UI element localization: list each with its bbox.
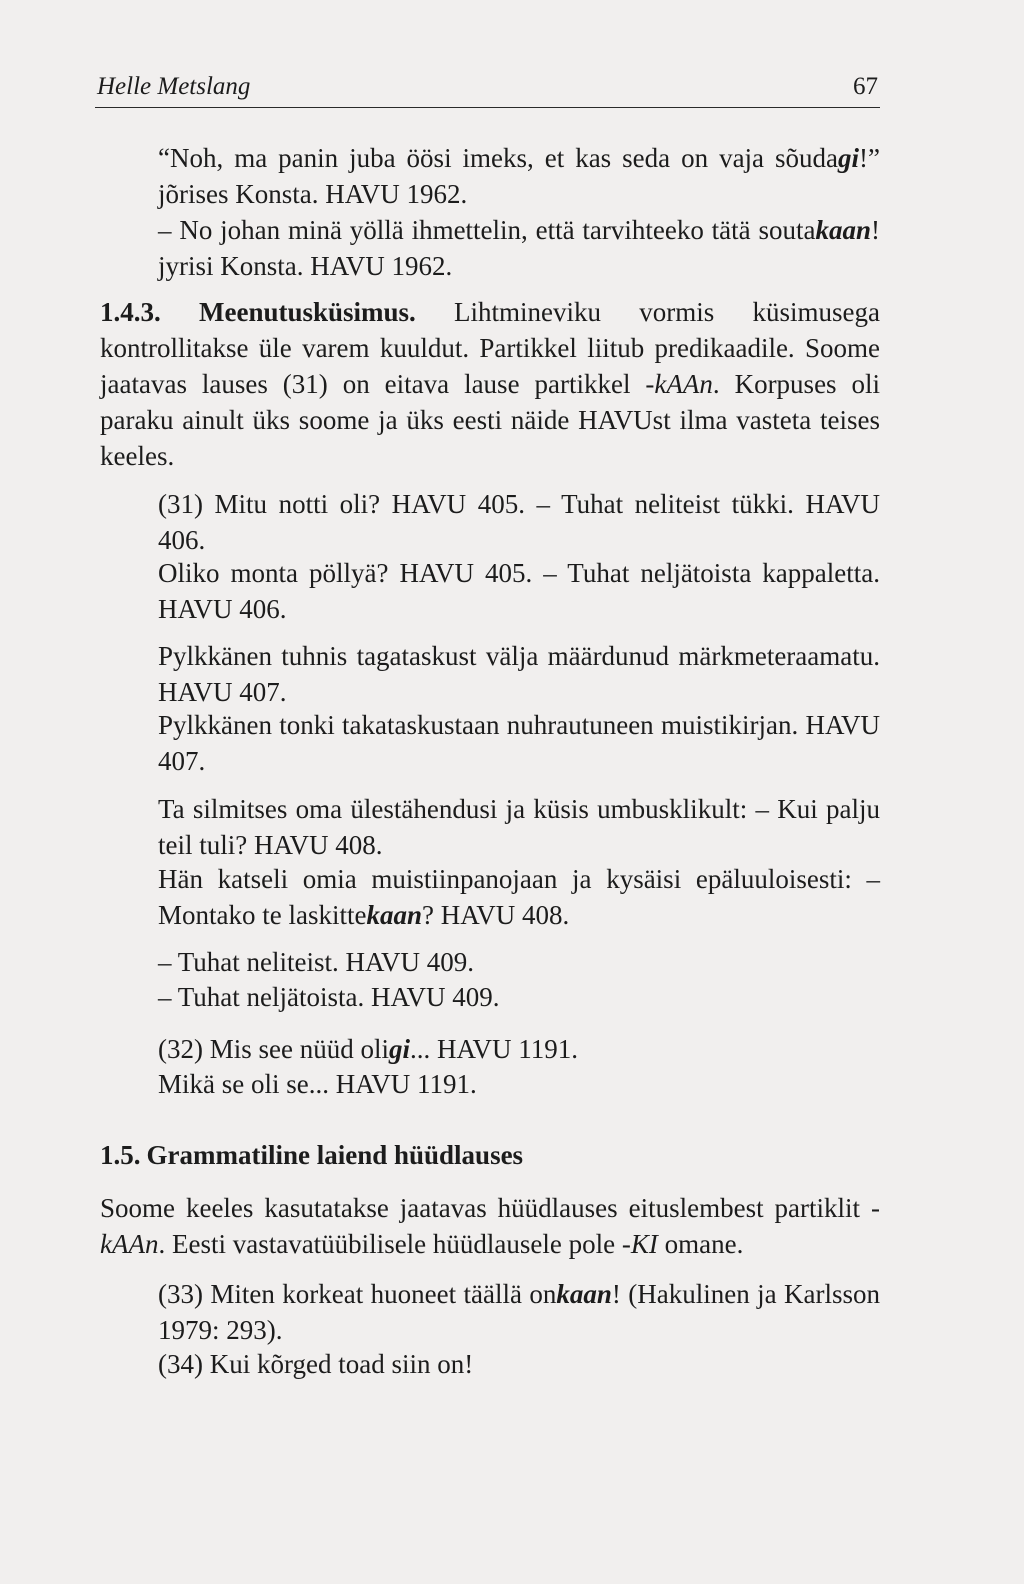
example-31-finnish-2: Pylkkänen tonki takataskustaan nuhrautuneen muistikirjan. HAVU 407. [158,710,880,776]
example-31-finnish: Oliko monta pöllyä? HAVU 405. – Tuhat neljätoista kappaletta. HAVU 406. [158,558,880,624]
section-1-5-text: Soome keeles kasutatakse jaatavas hüüdlauses eituslembest partiklit -kAAn. Eesti vastavatüübilisele hüüdlausele pole -KI omane. [100,1193,880,1259]
section-1-4-3: 1.4.3. Meenutusküsimus. Lihtmineviku vormis küsimusega kontrollitakse üle varem kuuldut. Partikkel liitub predikaadile. Soome jaatavas lauses (31) on eitava lause partikkel -kAAn. Korpuses oli paraku ainult üks soome ja üks eesti näide HAVUst ilma vasteta teises keeles. [100,297,880,471]
section-title: Grammatiline laiend hüüdlauses [146,1140,524,1170]
quote-finnish: – No johan minä yöllä ihmettelin, että tarvihteeko tätä soutakaan! jyrisi Konsta. HAVU 1962. [158,215,880,281]
example-31: (31) Mitu notti oli? HAVU 405. – Tuhat neliteist tükki. HAVU 406. [158,489,880,555]
example-32-finnish: Mikä se oli se... HAVU 1191. [158,1069,477,1099]
example-31-finnish-4: – Tuhat neljätoista. HAVU 409. [158,982,500,1012]
section-number: 1.5. [100,1140,141,1170]
example-31-estonian-2: Pylkkänen tuhnis tagataskust välja määrdunud märkmeteraamatu. HAVU 407. [158,641,880,707]
example-32: (32) Mis see nüüd oligi... HAVU 1191. [158,1034,579,1064]
example-31-finnish-3: Hän katseli omia muistiinpanojaan ja kysäisi epäluuloisesti: – Montako te laskittekaan? HAVU 408. [158,864,880,930]
quote-estonian: “Noh, ma panin juba öösi imeks, et kas seda on vaja sõudagi!” jõrises Konsta. HAVU 1962. [158,143,880,209]
page-number: 67 [853,73,878,100]
example-34: (34) Kui kõrged toad siin on! [158,1349,474,1379]
running-header [95,73,880,108]
example-33: (33) Miten korkeat huoneet täällä onkaan! (Hakulinen ja Karlsson 1979: 293). [158,1279,880,1345]
example-31-estonian-3: Ta silmitses oma ülestähendusi ja küsis umbusklikult: – Kui palju teil tuli? HAVU 408. [158,794,880,860]
example-31-estonian-4: – Tuhat neliteist. HAVU 409. [158,947,475,977]
section-number: 1.4.3. [100,297,161,327]
section-1-5-heading [100,1137,880,1173]
author-name: Helle Metslang [97,73,251,100]
section-title: Meenutusküsimus. [199,297,416,327]
